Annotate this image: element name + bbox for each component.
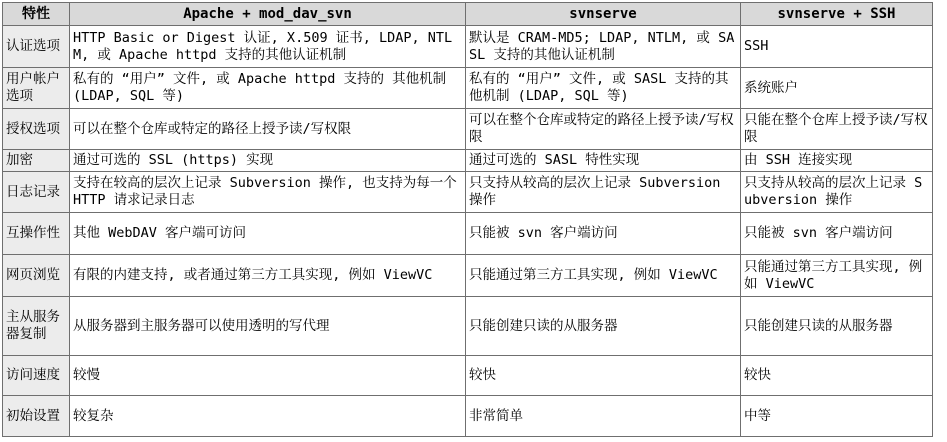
feature-cell: 互操作性 [3, 213, 70, 255]
svnserve-cell: 可以在整个仓库或特定的路径上授予读/写权限 [466, 109, 741, 150]
svnserve-cell: 只能创建只读的从服务器 [466, 297, 741, 356]
apache-cell: 较慢 [70, 356, 466, 396]
table-row [3, 297, 933, 356]
apache-cell: 其他 WebDAV 客户端可访问 [70, 213, 466, 255]
apache-cell: 支持在较高的层次上记录 Subversion 操作, 也支持为每一个 HTTP 请求记录日志 [70, 172, 466, 213]
header-row [3, 3, 933, 26]
table-row [3, 109, 933, 150]
apache-cell: 可以在整个仓库或特定的路径上授予读/写权限 [70, 109, 466, 150]
table-row [3, 356, 933, 396]
svnserve-ssh-cell: 只能通过第三方工具实现, 例如 ViewVC [741, 255, 933, 297]
apache-cell: 私有的 “用户” 文件, 或 Apache httpd 支持的 其他机制 (LDAP, SQL 等) [70, 68, 466, 109]
svnserve-ssh-cell: 只能在整个仓库上授予读/写权限 [741, 109, 933, 150]
svnserve-cell: 私有的 “用户” 文件, 或 SASL 支持的其他机制 (LDAP, SQL 等) [466, 68, 741, 109]
apache-cell: HTTP Basic or Digest 认证, X.509 证书, LDAP, NTLM, 或 Apache httpd 支持的其他认证机制 [70, 26, 466, 68]
svnserve-ssh-cell: 由 SSH 连接实现 [741, 150, 933, 172]
svnserve-ssh-cell: SSH [741, 26, 933, 68]
feature-cell: 访问速度 [3, 356, 70, 396]
apache-cell: 从服务器到主服务器可以使用透明的写代理 [70, 297, 466, 356]
svnserve-cell: 只能通过第三方工具实现, 例如 ViewVC [466, 255, 741, 297]
header-feature: 特性 [3, 3, 70, 26]
header-apache: Apache + mod_dav_svn [70, 3, 466, 26]
feature-cell: 初始设置 [3, 396, 70, 437]
feature-cell: 主从服务器复制 [3, 297, 70, 356]
feature-cell: 认证选项 [3, 26, 70, 68]
table-row [3, 172, 933, 213]
table-row [3, 26, 933, 68]
apache-cell: 较复杂 [70, 396, 466, 437]
svnserve-ssh-cell: 只能创建只读的从服务器 [741, 297, 933, 356]
feature-cell: 加密 [3, 150, 70, 172]
apache-cell: 有限的内建支持, 或者通过第三方工具实现, 例如 ViewVC [70, 255, 466, 297]
svnserve-ssh-cell: 较快 [741, 356, 933, 396]
svnserve-cell: 较快 [466, 356, 741, 396]
table-row [3, 213, 933, 255]
apache-cell: 通过可选的 SSL (https) 实现 [70, 150, 466, 172]
table-row [3, 255, 933, 297]
table-row [3, 396, 933, 437]
svnserve-cell: 非常简单 [466, 396, 741, 437]
feature-cell: 网页浏览 [3, 255, 70, 297]
header-svnserve: svnserve [466, 3, 741, 26]
svnserve-cell: 只支持从较高的层次上记录 Subversion 操作 [466, 172, 741, 213]
table-row [3, 150, 933, 172]
svnserve-ssh-cell: 中等 [741, 396, 933, 437]
header-svnserve-ssh: svnserve + SSH [741, 3, 933, 26]
table-row [3, 68, 933, 109]
svnserve-cell: 默认是 CRAM-MD5; LDAP, NTLM, 或 SASL 支持的其他认证机制 [466, 26, 741, 68]
svnserve-cell: 只能被 svn 客户端访问 [466, 213, 741, 255]
feature-cell: 授权选项 [3, 109, 70, 150]
comparison-table [2, 2, 933, 437]
svnserve-ssh-cell: 系统账户 [741, 68, 933, 109]
svnserve-ssh-cell: 只支持从较高的层次上记录 Subversion 操作 [741, 172, 933, 213]
svnserve-cell: 通过可选的 SASL 特性实现 [466, 150, 741, 172]
feature-cell: 用户帐户选项 [3, 68, 70, 109]
svnserve-ssh-cell: 只能被 svn 客户端访问 [741, 213, 933, 255]
feature-cell: 日志记录 [3, 172, 70, 213]
